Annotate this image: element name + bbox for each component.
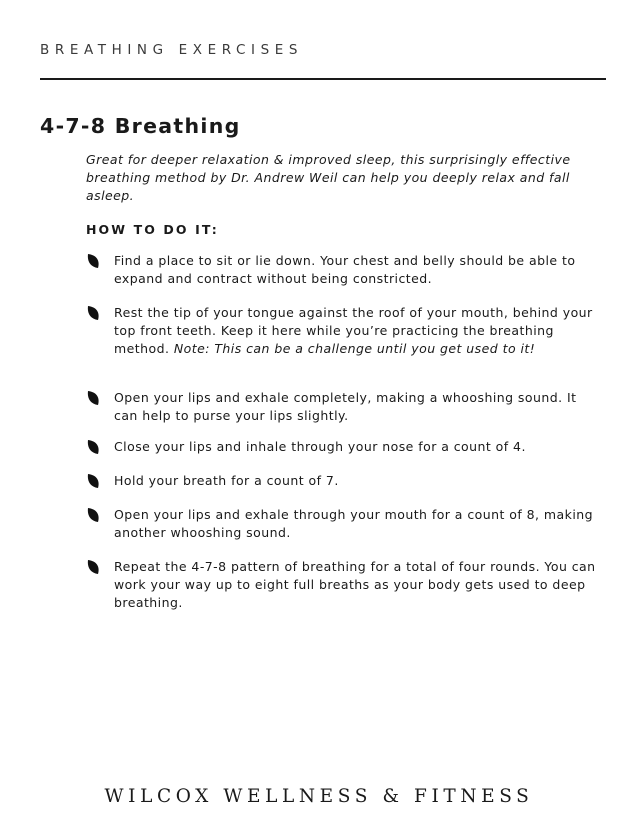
intro-text: Great for deeper relaxation & improved sleep, this surprisingly effective breathing method by Dr. Andrew Weil can help you deeply relax and fall asleep.	[86, 152, 571, 203]
leaf-icon	[86, 389, 100, 406]
section-label: BREATHING EXERCISES	[40, 42, 304, 58]
step-body: Hold your breath for a count of 7.	[114, 473, 339, 488]
step-body: Open your lips and exhale through your mouth for a count of 8, making another whooshing sound.	[114, 507, 594, 540]
step-body: Rest the tip of your tongue against the roof of your mouth, behind your top front teeth. Keep it here while you’re practicing the breathing method.	[114, 305, 593, 356]
step-text	[114, 389, 601, 425]
leaf-icon	[86, 252, 100, 269]
step-text	[114, 252, 601, 288]
footer-brand: WILCOX WELLNESS & FITNESS	[104, 786, 534, 807]
step-text	[114, 304, 601, 358]
leaf-icon	[86, 438, 100, 455]
howto-heading: HOW TO DO IT:	[86, 222, 219, 237]
leaf-icon	[86, 472, 100, 489]
step-text	[114, 472, 601, 490]
step-body: Close your lips and inhale through your nose for a count of 4.	[114, 439, 526, 454]
step-text	[114, 438, 601, 456]
step-body: Find a place to sit or lie down. Your chest and belly should be able to expand and contract without being constricted.	[114, 253, 576, 286]
leaf-icon	[86, 558, 100, 575]
leaf-icon	[86, 506, 100, 523]
step-text	[114, 558, 601, 612]
step-body: Open your lips and exhale completely, making a whooshing sound. It can help to purse your lips slightly.	[114, 390, 577, 423]
page-title: 4-7-8 Breathing	[40, 114, 241, 138]
leaf-icon	[86, 304, 100, 321]
step-body: Repeat the 4-7-8 pattern of breathing for a total of four rounds. You can work your way up to eight full breaths as your body gets used to deep breathing.	[114, 559, 596, 610]
step-note: Note: This can be a challenge until you get used to it!	[173, 341, 536, 356]
header-divider	[40, 78, 606, 80]
step-text	[114, 506, 601, 542]
